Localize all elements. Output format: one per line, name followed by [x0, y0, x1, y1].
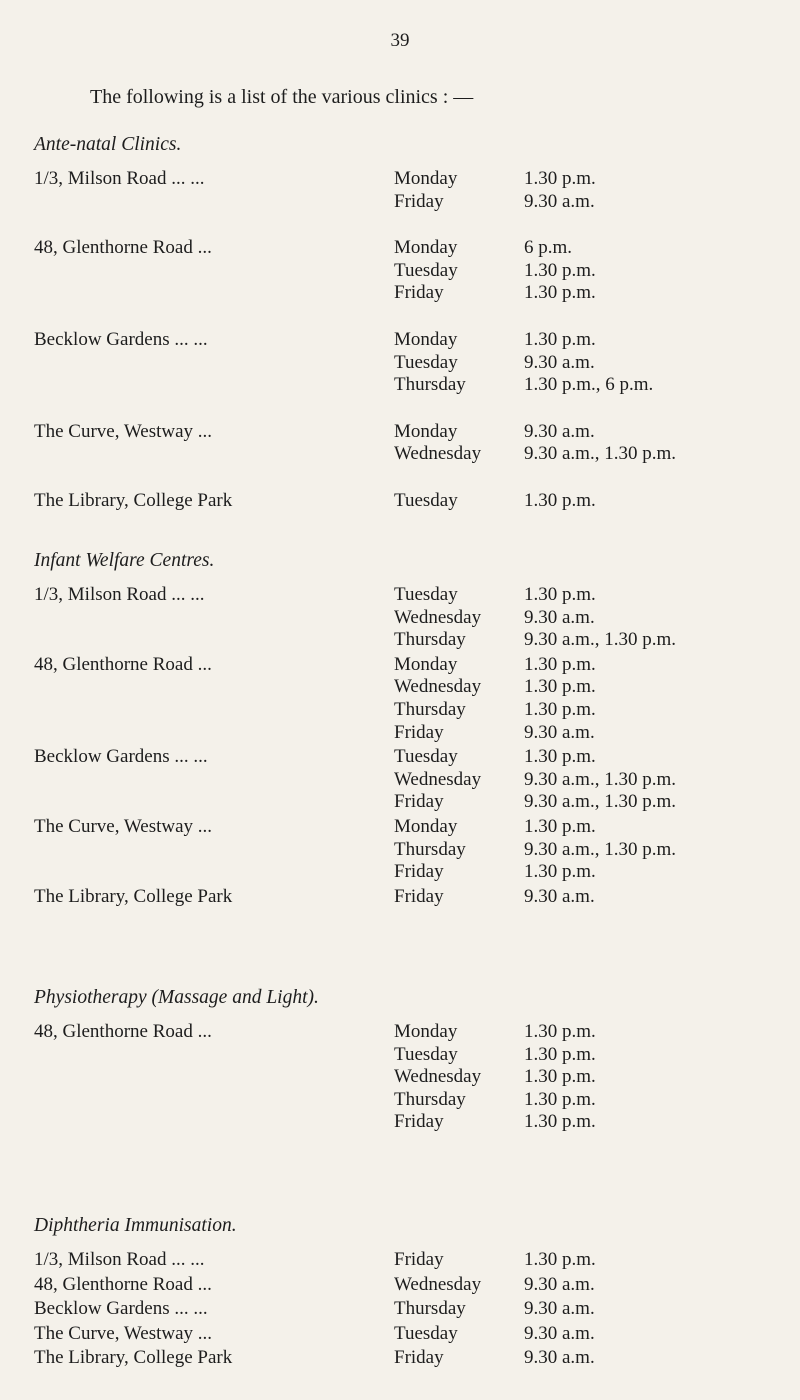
clinic-place — [34, 629, 394, 652]
clinic-place: 48, Glenthorne Road ... — [34, 653, 212, 675]
clinic-place — [34, 676, 394, 699]
clinic-place: Becklow Gardens ... ... — [34, 328, 208, 350]
clinic-day: Tuesday — [394, 1043, 458, 1065]
clinic-day: Wednesday — [394, 676, 482, 698]
clinic-place — [34, 861, 394, 884]
clinic-row — [34, 1323, 774, 1346]
clinic-row — [34, 584, 774, 607]
clinic-entry — [34, 746, 774, 814]
clinic-row — [34, 1066, 774, 1089]
section-heading: Infant Welfare Centres. — [34, 550, 215, 571]
clinic-place: 1/3, Milson Road ... ... — [34, 1249, 205, 1270]
clinic-row — [34, 1021, 774, 1044]
clinic-day: Wednesday — [394, 606, 482, 628]
clinic-place — [34, 791, 394, 814]
clinic-place: 48, Glenthorne Road ... — [34, 1021, 212, 1042]
clinic-day: Monday — [394, 168, 458, 189]
clinic-time: 9.30 a.m. — [524, 721, 595, 743]
clinic-entry — [34, 237, 774, 305]
clinic-day: Thursday — [394, 629, 466, 651]
clinic-day: Friday — [394, 885, 444, 907]
clinic-time: 1.30 p.m. — [524, 746, 596, 768]
intro-text: The following is a list of the various clinics : — — [90, 86, 474, 108]
clinic-day: Thursday — [394, 838, 466, 860]
clinic-row — [34, 168, 774, 191]
clinic-row — [34, 352, 774, 375]
clinic-place: Becklow Gardens ... ... — [34, 1298, 208, 1320]
clinic-day: Friday — [394, 1111, 444, 1133]
clinic-time: 9.30 a.m. — [524, 1273, 595, 1295]
clinic-row — [34, 1249, 774, 1272]
clinic-time: 1.30 p.m. — [524, 653, 596, 675]
clinic-row — [34, 1044, 774, 1067]
clinic-time: 1.30 p.m. — [524, 1088, 596, 1110]
clinic-day: Tuesday — [394, 259, 458, 281]
clinic-place: The Curve, Westway ... — [34, 420, 213, 442]
clinic-day: Friday — [394, 1347, 444, 1369]
clinic-day: Friday — [394, 791, 444, 813]
clinic-entry — [34, 1249, 774, 1272]
clinic-day: Friday — [394, 1249, 444, 1270]
clinic-place — [34, 769, 394, 792]
clinic-place — [34, 191, 394, 214]
clinic-day: Monday — [394, 237, 458, 259]
clinic-day: Thursday — [394, 374, 466, 396]
clinic-row — [34, 260, 774, 283]
section-heading: Physiotherapy (Massage and Light). — [34, 987, 319, 1008]
clinic-place — [34, 260, 394, 283]
clinic-entry — [34, 584, 774, 652]
section-diphtheria — [34, 1213, 774, 1370]
clinic-row — [34, 1111, 774, 1134]
clinic-row — [34, 791, 774, 814]
clinic-day: Tuesday — [394, 1322, 458, 1344]
clinic-row — [34, 421, 774, 444]
clinic-day: Tuesday — [394, 584, 458, 605]
clinic-time: 1.30 p.m. — [524, 698, 596, 720]
section-physiotherapy — [34, 985, 774, 1134]
clinic-time: 9.30 a.m., 1.30 p.m. — [524, 791, 676, 813]
clinic-day: Thursday — [394, 698, 466, 720]
clinic-entry — [34, 886, 774, 909]
clinic-time: 6 p.m. — [524, 237, 573, 259]
section-ante-natal — [34, 132, 774, 513]
clinic-time: 1.30 p.m. — [524, 1111, 596, 1133]
clinic-time: 1.30 p.m. — [524, 282, 596, 304]
clinic-row — [34, 607, 774, 630]
clinic-day: Wednesday — [394, 1273, 482, 1295]
clinic-row — [34, 839, 774, 862]
clinic-row — [34, 746, 774, 769]
clinic-day: Wednesday — [394, 768, 482, 790]
clinic-day: Tuesday — [394, 489, 458, 511]
page-number: 39 — [390, 30, 410, 51]
clinic-time: 9.30 a.m. — [524, 190, 595, 212]
clinic-row — [34, 329, 774, 352]
clinic-time: 1.30 p.m. — [524, 1249, 596, 1270]
clinic-row — [34, 699, 774, 722]
clinic-place: The Curve, Westway ... — [34, 815, 213, 837]
clinic-day: Monday — [394, 420, 458, 442]
clinic-row — [34, 654, 774, 677]
clinic-time: 1.30 p.m. — [524, 489, 596, 511]
clinic-place: 1/3, Milson Road ... ... — [34, 168, 205, 189]
clinic-row — [34, 1347, 774, 1370]
clinic-place — [34, 722, 394, 745]
clinic-row — [34, 722, 774, 745]
clinic-row — [34, 1274, 774, 1297]
clinic-entry — [34, 1021, 774, 1134]
clinic-row — [34, 374, 774, 397]
clinic-place — [34, 607, 394, 630]
clinic-place — [34, 282, 394, 305]
clinic-day: Thursday — [394, 1088, 466, 1110]
clinic-day: Thursday — [394, 1298, 466, 1320]
clinic-row — [34, 816, 774, 839]
clinic-day: Monday — [394, 815, 458, 837]
section-infant-welfare — [34, 548, 774, 908]
clinic-entry — [34, 654, 774, 744]
clinic-row — [34, 1089, 774, 1112]
clinic-time: 9.30 a.m. — [524, 606, 595, 628]
clinic-row — [34, 1298, 774, 1321]
clinic-day: Tuesday — [394, 746, 458, 768]
clinic-day: Friday — [394, 721, 444, 743]
clinic-row — [34, 861, 774, 884]
clinic-place — [34, 1111, 394, 1134]
clinic-time: 9.30 a.m., 1.30 p.m. — [524, 443, 676, 465]
clinic-time: 1.30 p.m. — [524, 1066, 596, 1088]
clinic-place — [34, 1044, 394, 1067]
clinic-time: 9.30 a.m., 1.30 p.m. — [524, 629, 676, 651]
clinic-day: Wednesday — [394, 443, 482, 465]
clinic-time: 1.30 p.m. — [524, 861, 596, 883]
clinic-entry — [34, 1323, 774, 1346]
clinic-place: 1/3, Milson Road ... ... — [34, 584, 205, 605]
clinic-time: 1.30 p.m. — [524, 328, 596, 350]
clinic-time: 1.30 p.m. — [524, 1043, 596, 1065]
clinic-place — [34, 1066, 394, 1089]
clinic-time: 1.30 p.m. — [524, 676, 596, 698]
clinic-time: 1.30 p.m., 6 p.m. — [524, 374, 654, 396]
clinic-place: The Curve, Westway ... — [34, 1322, 213, 1344]
clinic-place — [34, 374, 394, 397]
clinic-place: The Library, College Park — [34, 489, 233, 511]
clinic-time: 9.30 a.m. — [524, 1298, 595, 1320]
clinic-place: The Library, College Park — [34, 885, 233, 907]
section-heading: Diphtheria Immunisation. — [34, 1215, 237, 1236]
clinic-row — [34, 629, 774, 652]
clinic-day: Monday — [394, 653, 458, 675]
clinic-entry — [34, 816, 774, 884]
clinic-day: Monday — [394, 1021, 458, 1042]
clinic-day: Friday — [394, 190, 444, 212]
clinic-time: 1.30 p.m. — [524, 1021, 596, 1042]
clinic-time: 9.30 a.m. — [524, 1347, 595, 1369]
clinic-time: 1.30 p.m. — [524, 259, 596, 281]
clinic-time: 9.30 a.m. — [524, 420, 595, 442]
clinic-day: Friday — [394, 861, 444, 883]
section-heading: Ante-natal Clinics. — [34, 134, 182, 155]
clinic-place: 48, Glenthorne Road ... — [34, 1273, 212, 1295]
clinic-time: 9.30 a.m. — [524, 351, 595, 373]
clinic-place — [34, 443, 394, 466]
clinic-place — [34, 1089, 394, 1112]
clinic-place — [34, 839, 394, 862]
clinic-day: Friday — [394, 282, 444, 304]
clinic-place — [34, 352, 394, 375]
clinic-entry — [34, 1347, 774, 1370]
clinic-row — [34, 443, 774, 466]
clinic-place: The Library, College Park — [34, 1347, 233, 1369]
clinic-time: 1.30 p.m. — [524, 815, 596, 837]
clinic-place — [34, 699, 394, 722]
clinic-day: Tuesday — [394, 351, 458, 373]
clinic-entry — [34, 490, 774, 513]
clinic-row — [34, 237, 774, 260]
clinic-time: 9.30 a.m., 1.30 p.m. — [524, 838, 676, 860]
clinic-entry — [34, 329, 774, 397]
clinic-row — [34, 282, 774, 305]
clinic-place: 48, Glenthorne Road ... — [34, 237, 212, 259]
clinic-time: 9.30 a.m., 1.30 p.m. — [524, 768, 676, 790]
clinic-row — [34, 886, 774, 909]
clinic-row — [34, 191, 774, 214]
clinic-row — [34, 676, 774, 699]
clinic-day: Wednesday — [394, 1066, 482, 1088]
clinic-entry — [34, 1274, 774, 1297]
clinic-entry — [34, 168, 774, 213]
clinic-time: 9.30 a.m. — [524, 885, 595, 907]
clinic-time: 1.30 p.m. — [524, 584, 596, 605]
clinic-entry — [34, 421, 774, 466]
clinic-row — [34, 769, 774, 792]
clinic-place: Becklow Gardens ... ... — [34, 746, 208, 768]
clinic-day: Monday — [394, 328, 458, 350]
clinic-time: 9.30 a.m. — [524, 1322, 595, 1344]
clinic-entry — [34, 1298, 774, 1321]
clinic-time: 1.30 p.m. — [524, 168, 596, 189]
clinic-row — [34, 490, 774, 513]
